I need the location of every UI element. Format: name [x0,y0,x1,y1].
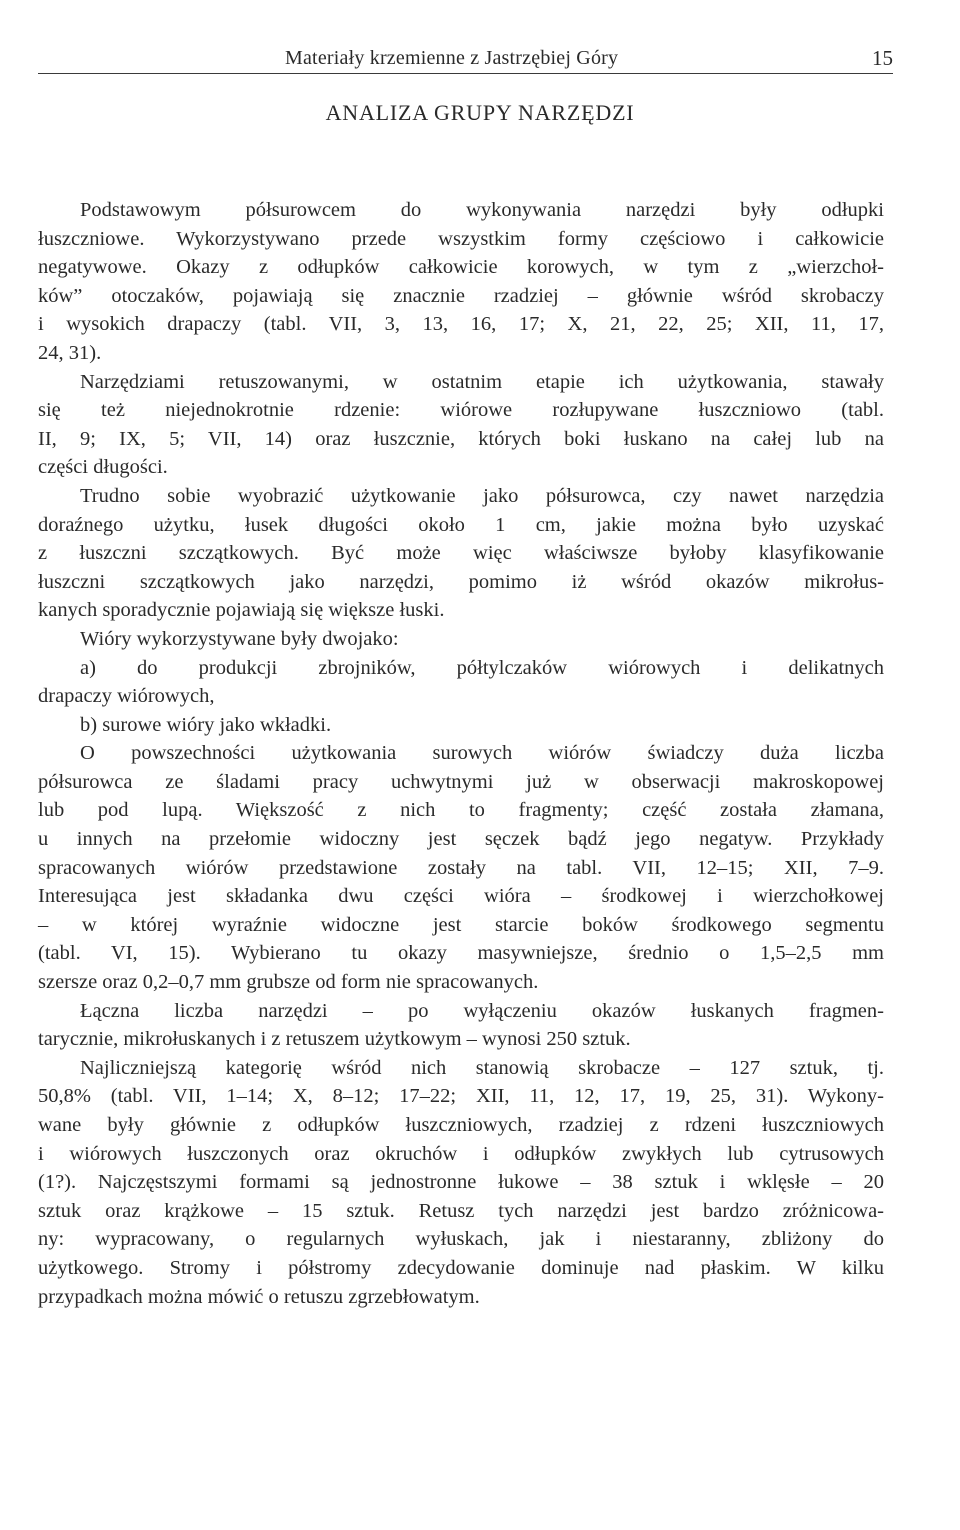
text-line: II, 9; IX, 5; VII, 14) oraz łuszcznie, których boki łuskano na całej lub na [38,427,884,450]
text-line: sztuk oraz krążkowe – 15 sztuk. Retusz tych narzędzi jest bardzo zróżnicowa- [38,1199,884,1222]
text-line: (tabl. VI, 15). Wybierano tu okazy masywniejsze, średnio o 1,5–2,5 mm [38,942,884,965]
text-line: wane były głównie z odłupków łuszczniowych, rzadziej z rdzeni łuszczniowych [38,1114,884,1136]
text-line: a) do produkcji zbrojników, półtylczaków wiórowych i delikatnych [80,656,884,679]
running-title: Materiały krzemienne z Jastrzębiej Góry [285,47,619,69]
text-line: łuszczniowe. Wykorzystywano przede wszystkim formy częściowo i całkowicie [38,227,884,250]
text-line: u innych na przełomie widoczny jest sęczek bądź jego negatyw. Przykłady [38,828,884,851]
text-line: szersze oraz 0,2–0,7 mm grubsze od form nie spracowanych. [38,971,539,994]
text-line: b) surowe wióry jako wkładki. [80,713,332,736]
text-line: negatywowe. Okazy z odłupków całkowicie korowych, w tym z „wierzchoł- [38,256,884,279]
section-title: ANALIZA GRUPY NARZĘDZI [325,100,635,125]
text-line: Narzędziami retuszowanymi, w ostatnim etapie ich użytkowania, stawały [80,370,884,393]
page-number: 15 [872,46,893,70]
text-line: i wiórowych łuszczonych oraz okruchów i odłupków zwykłych lub cytrusowych [38,1142,884,1165]
text-line: doraźnego użytku, łusek długości około 1 cm, jakie można było uzyskać [38,513,884,536]
text-line: kanych sporadycznie pojawiają się większe łuski. [38,599,445,622]
text-line: Najliczniejszą kategorię wśród nich stanowią skrobacze – 127 sztuk, tj. [80,1056,884,1079]
text-line: części długości. [38,456,168,479]
text-line: spracowanych wiórów przedstawione zostały na tabl. VII, 12–15; XII, 7–9. [38,856,884,879]
text-line: – w której wyraźnie widoczne jest starcie boków środkowego segmentu [38,913,884,936]
text-line: Łączna liczba narzędzi – po wyłączeniu okazów łuskanych fragmen- [80,999,884,1022]
text-line: tarycznie, mikrołuskanych i z retuszem użytkowym – wynosi 250 sztuk. [38,1028,631,1051]
text-line: półsurowca ze śladami pracy uchwytnymi już w obserwacji makroskopowej [38,770,884,793]
text-line: drapaczy wiórowych, [38,685,215,708]
text-line: i wysokich drapaczy (tabl. VII, 3, 13, 16, 17; X, 21, 22, 25; XII, 11, 17, [38,313,884,336]
text-line: ny: wypracowany, o regularnych wyłuskach, jak i niestaranny, zbliżony do [38,1228,884,1251]
text-line: przypadkach można mówić o retuszu zgrzebłowatym. [38,1285,480,1308]
text-line: lub pod lupą. Większość z nich to fragmenty; część została złamana, [38,799,884,822]
text-line: O powszechności użytkowania surowych wiórów świadczy duża liczba [80,742,884,765]
text-line: 50,8% (tabl. VII, 1–14; X, 8–12; 17–22; XII, 11, 12, 17, 19, 25, 31). Wykony- [38,1085,884,1108]
text-line: Interesująca jest składanka dwu części wióra – środkowej i wierzchołkowej [38,885,884,908]
text-line: się też niejednokrotnie rdzenie: wiórowe rozłupywane łuszczniowo (tabl. [38,399,884,422]
text-line: użytkowego. Stromy i półstromy zdecydowanie dominuje nad płaskim. W kilku [38,1256,884,1279]
header-rule [38,73,893,74]
text-line: Trudno sobie wyobrazić użytkowanie jako półsurowca, czy nawet narzędzia [80,484,884,507]
text-line: (1?). Najczęstszymi formami są jednostronne łukowe – 38 sztuk i wklęsłe – 20 [38,1171,884,1194]
text-line: ków” otoczaków, pojawiają się znacznie rzadziej – głównie wśród skrobaczy [38,284,884,307]
text-line: Podstawowym półsurowcem do wykonywania narzędzi były odłupki [80,199,884,221]
text-line: Wióry wykorzystywane były dwojako: [80,627,399,650]
running-header [38,44,893,72]
body-text [38,196,884,1311]
text-line: 24, 31). [38,341,102,364]
text-line: łuszczni szczątkowych jako narzędzi, pomimo iż wśród okazów mikrołus- [38,570,884,593]
text-line: z łuszczni szczątkowych. Być może więc właściwsze byłoby klasyfikowanie [38,542,884,565]
